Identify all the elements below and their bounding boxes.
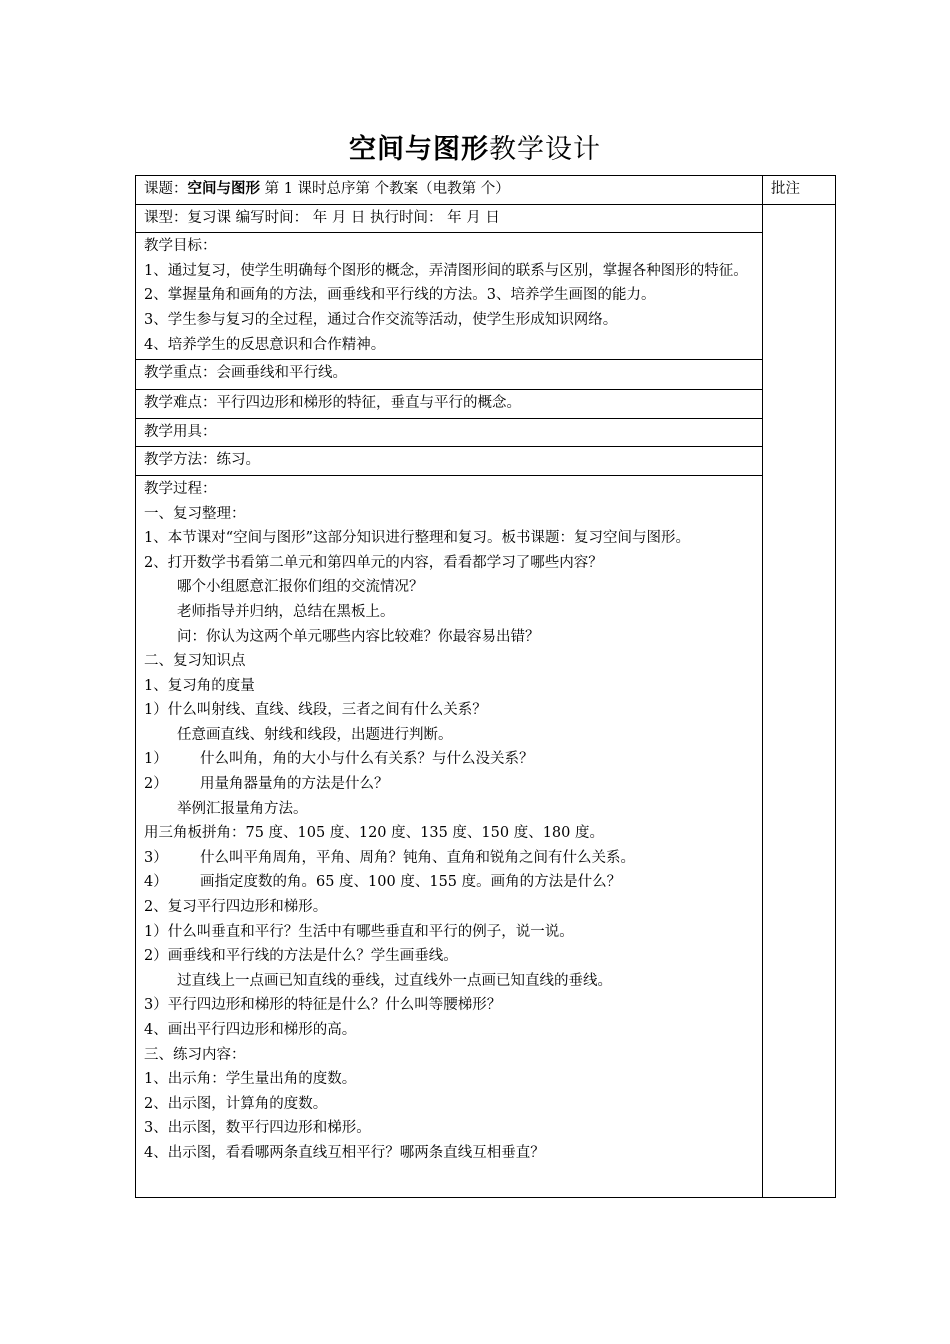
item-text: 什么叫平角周角，平角、周角？钝角、直角和锐角之间有什么关系。 (200, 849, 635, 866)
goals-heading: 教学目标： (144, 238, 217, 255)
process-item: 老师指导并归纳，总结在黑板上。 (177, 603, 395, 620)
type-text: 课型：复习课 编写时间： 年 月 日 执行时间： 年 月 日 (144, 209, 500, 226)
process-item: 举例汇报量角方法。 (177, 800, 308, 817)
process-cell (136, 475, 763, 1197)
process-section-1: 一、复习整理： (144, 505, 246, 522)
title-rest: 教学设计 (489, 134, 601, 165)
method-cell (136, 447, 763, 476)
process-item: 1）什么叫射线、直线、线段，三者之间有什么关系？ (144, 702, 487, 719)
process-item: 1、复习角的度量 (144, 677, 255, 694)
type-row (136, 204, 836, 233)
key-point-row (136, 360, 836, 390)
process-item: 2、复习平行四边形和梯形。 (144, 899, 328, 916)
difficulty-cell (136, 390, 763, 419)
method-row (136, 447, 836, 476)
process-item: 1）什么叫垂直和平行？生活中有哪些垂直和平行的例子，说一说。 (144, 923, 574, 940)
item-text: 用量角器量角的方法是什么？ (200, 776, 389, 793)
process-item: 问：你认为这两个单元哪些内容比较难？你最容易出错？ (177, 628, 540, 645)
process-item: 2、出示图，计算角的度数。 (144, 1095, 328, 1112)
tools-text: 教学用具： (144, 423, 217, 440)
process-item: 1、本节课对“空间与图形”这部分知识进行整理和复习。板书课题：复习空间与图形。 (144, 530, 691, 547)
goal-item-1: 1、通过复习，使学生明确每个图形的概念，弄清图形间的联系与区别，掌握各种图形的特征。 (144, 262, 748, 279)
key-point-cell (136, 360, 763, 390)
process-section-2: 二、复习知识点 (144, 653, 246, 670)
item-text: 画指定度数的角。65 度、100 度、155 度。画角的方法是什么？ (200, 874, 622, 891)
difficulty-row (136, 390, 836, 419)
topic-row (136, 176, 836, 205)
remark-column (763, 204, 836, 1197)
topic-label: 课题： (144, 181, 188, 197)
page-title (0, 130, 950, 170)
process-item: 3、出示图，数平行四边形和梯形。 (144, 1120, 371, 1137)
item-text: 什么叫角，角的大小与什么有关系？与什么没关系？ (200, 751, 534, 768)
type-cell (136, 204, 763, 233)
process-item: 用三角板拼角：75 度、105 度、120 度、135 度、150 度、180 度。 (144, 825, 604, 842)
lesson-plan-table (135, 175, 836, 1198)
remark-header-cell (763, 176, 836, 205)
goal-item-4: 4、培养学生的反思意识和合作精神。 (144, 336, 386, 353)
tools-row (136, 418, 836, 447)
item-number: 2） (144, 776, 168, 793)
difficulty-text: 教学难点：平行四边形和梯形的特征，垂直与平行的概念。 (144, 395, 521, 412)
process-item: 3）平行四边形和梯形的特征是什么？什么叫等腰梯形？ (144, 997, 502, 1014)
process-section-3: 三、练习内容： (144, 1046, 246, 1063)
process-heading: 教学过程： (144, 480, 217, 497)
process-item (144, 846, 756, 871)
process-item: 4、画出平行四边形和梯形的高。 (144, 1022, 357, 1038)
tools-cell (136, 418, 763, 447)
method-text: 教学方法：练习。 (144, 452, 260, 469)
item-number: 3） (144, 849, 168, 866)
process-item: 2）画垂线和平行线的方法是什么？学生画垂线。 (144, 948, 458, 965)
goal-item-3: 3、学生参与复习的全过程，通过合作交流等活动，使学生形成知识网络。 (144, 311, 618, 328)
process-item: 4、出示图，看看哪两条直线互相平行？哪两条直线互相垂直？ (144, 1144, 545, 1161)
topic-cell (136, 176, 763, 205)
process-item: 哪个小组愿意汇报你们组的交流情况？ (177, 579, 424, 596)
title-bold-part: 空间与图形 (349, 134, 489, 165)
process-item: 过直线上一点画已知直线的垂线，过直线外一点画已知直线的垂线。 (177, 972, 612, 989)
remark-label: 批注 (771, 181, 800, 197)
process-item: 任意画直线、射线和线段，出题进行判断。 (177, 726, 453, 743)
goal-item-2: 2、掌握量角和画角的方法，画垂线和平行线的方法。3、培养学生画图的能力。 (144, 287, 656, 304)
process-item (144, 870, 756, 895)
topic-rest: 第 1 课时总序第 个教案（电教第 个） (260, 181, 510, 197)
topic-value: 空间与图形 (187, 180, 260, 197)
process-row (136, 475, 836, 1197)
item-number: 1） (144, 751, 168, 768)
process-item: 2、打开数学书看第二单元和第四单元的内容，看看都学习了哪些内容？ (144, 554, 603, 571)
key-point-text: 教学重点：会画垂线和平行线。 (144, 365, 347, 382)
process-item: 1、出示角：学生量出角的度数。 (144, 1071, 357, 1088)
process-item (144, 772, 756, 797)
item-number: 4） (144, 874, 168, 891)
goals-row (136, 233, 836, 360)
process-item (144, 747, 756, 772)
goals-cell (136, 233, 763, 360)
